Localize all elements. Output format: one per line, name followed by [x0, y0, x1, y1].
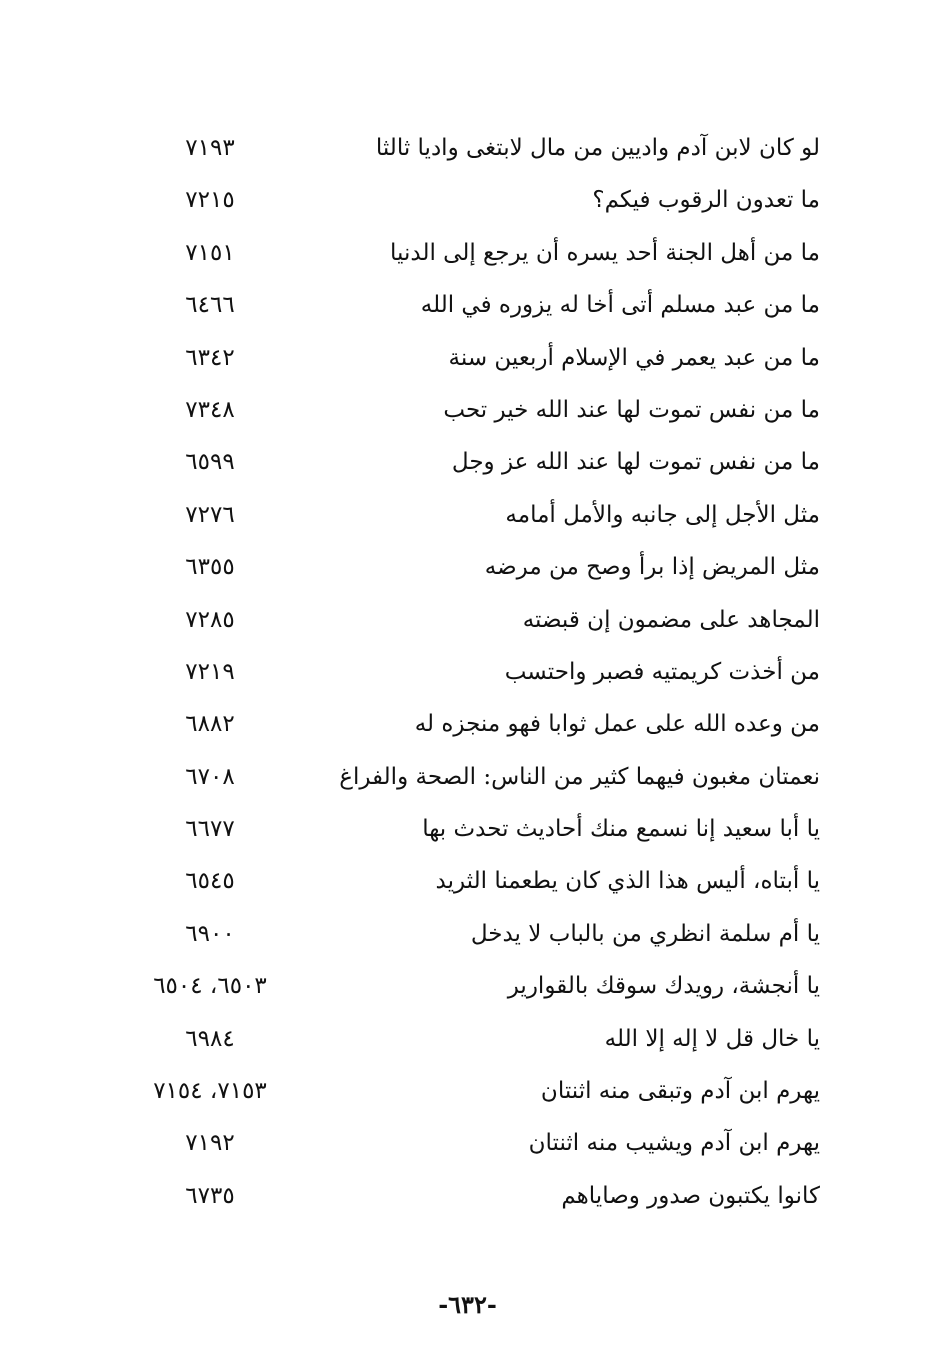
index-entry — [120, 1172, 820, 1224]
entry-reference: ٦٧٣٥ — [185, 1182, 235, 1209]
entry-text: المجاهد على مضمون إن قبضته — [522, 606, 820, 633]
index-entry — [120, 1119, 820, 1171]
index-entry — [120, 910, 820, 962]
entry-text: ما من نفس تموت لها عند الله عز وجل — [451, 449, 820, 476]
entry-text: يهرم ابن آدم وتبقى منه اثنتان — [540, 1078, 820, 1105]
entry-text: من أخذت كريمتيه فصبر واحتسب — [504, 658, 820, 685]
entry-reference: ٧١٥٣، ٧١٥٤ — [153, 1078, 267, 1105]
entry-text: يا أنجشة، رويدك سوقك بالقوارير — [507, 973, 820, 1000]
index-entry — [120, 386, 820, 438]
index-entry — [120, 1015, 820, 1067]
index-entry — [120, 229, 820, 281]
entry-text: ما من عبد يعمر في الإسلام أربعين سنة — [448, 344, 820, 371]
index-entry — [120, 124, 820, 176]
entry-reference: ٧٢١٩ — [185, 658, 235, 685]
entry-text: يا خال قل لا إله إلا الله — [604, 1025, 820, 1052]
entry-reference: ٧١٥١ — [185, 239, 235, 266]
entry-reference: ٦٨٨٢ — [185, 711, 235, 738]
index-entry — [120, 176, 820, 228]
entry-reference: ٧٣٤٨ — [185, 396, 235, 423]
entry-reference: ٦٣٥٥ — [185, 554, 235, 581]
entry-text: لو كان لابن آدم واديين من مال لابتغى واديا ثالثا — [375, 135, 820, 161]
entry-text: مثل الأجل إلى جانبه والأمل أمامه — [505, 501, 820, 528]
index-entry — [120, 596, 820, 648]
entry-text: يهرم ابن آدم ويشيب منه اثنتان — [528, 1130, 820, 1157]
entry-reference: ٦٣٤٢ — [185, 344, 235, 371]
entry-reference: ٧١٩٢ — [185, 1130, 235, 1157]
entry-text: ما من نفس تموت لها عند الله خير تحب — [443, 396, 820, 423]
entry-reference: ٧١٩٣ — [185, 135, 235, 161]
entry-text: ما من أهل الجنة أحد يسره أن يرجع إلى الدنيا — [390, 239, 820, 266]
entry-reference: ٦٥٩٩ — [185, 449, 235, 476]
index-entry — [120, 753, 820, 805]
entry-reference: ٦٥٠٣، ٦٥٠٤ — [153, 973, 267, 1000]
entry-reference: ٧٢٨٥ — [185, 606, 235, 633]
entry-reference: ٦٤٦٦ — [185, 292, 235, 319]
entry-text: نعمتان مغبون فيهما كثير من الناس: الصحة والفراغ — [339, 763, 820, 790]
index-entry — [120, 334, 820, 386]
entry-reference: ٧٢٧٦ — [185, 501, 235, 528]
index-entry — [120, 805, 820, 857]
hadith-index-list — [120, 124, 820, 1224]
entry-text: يا أبتاه، أليس هذا الذي كان يطعمنا الثريد — [435, 868, 820, 895]
index-entry — [120, 648, 820, 700]
entry-text: من وعده الله على عمل ثوابا فهو منجزه له — [414, 711, 820, 738]
entry-text: ما تعدون الرقوب فيكم؟ — [592, 187, 820, 214]
entry-reference: ٦٩٠٠ — [185, 920, 235, 947]
entry-reference: ٦٥٤٥ — [185, 868, 235, 895]
index-entry — [120, 857, 820, 909]
entry-reference: ٦٧٠٨ — [185, 763, 235, 790]
entry-reference: ٦٦٧٧ — [185, 816, 235, 843]
entry-text: يا أبا سعيد إنا نسمع منك أحاديث تحدث بها — [422, 816, 820, 843]
index-entry — [120, 281, 820, 333]
index-entry — [120, 438, 820, 490]
entry-reference: ٦٩٨٤ — [185, 1025, 235, 1052]
entry-text: ما من عبد مسلم أتى أخا له يزوره في الله — [420, 292, 820, 319]
entry-reference: ٧٢١٥ — [185, 187, 235, 214]
index-entry — [120, 491, 820, 543]
index-entry — [120, 700, 820, 752]
page-number: -٦٣٢- — [438, 1290, 497, 1319]
entry-text: مثل المريض إذا برأ وصح من مرضه — [484, 554, 820, 581]
index-entry — [120, 543, 820, 595]
entry-text: يا أم سلمة انظري من بالباب لا يدخل — [470, 920, 820, 947]
index-entry — [120, 1067, 820, 1119]
entry-text: كانوا يكتبون صدور وصاياهم — [561, 1182, 820, 1209]
index-entry — [120, 962, 820, 1014]
